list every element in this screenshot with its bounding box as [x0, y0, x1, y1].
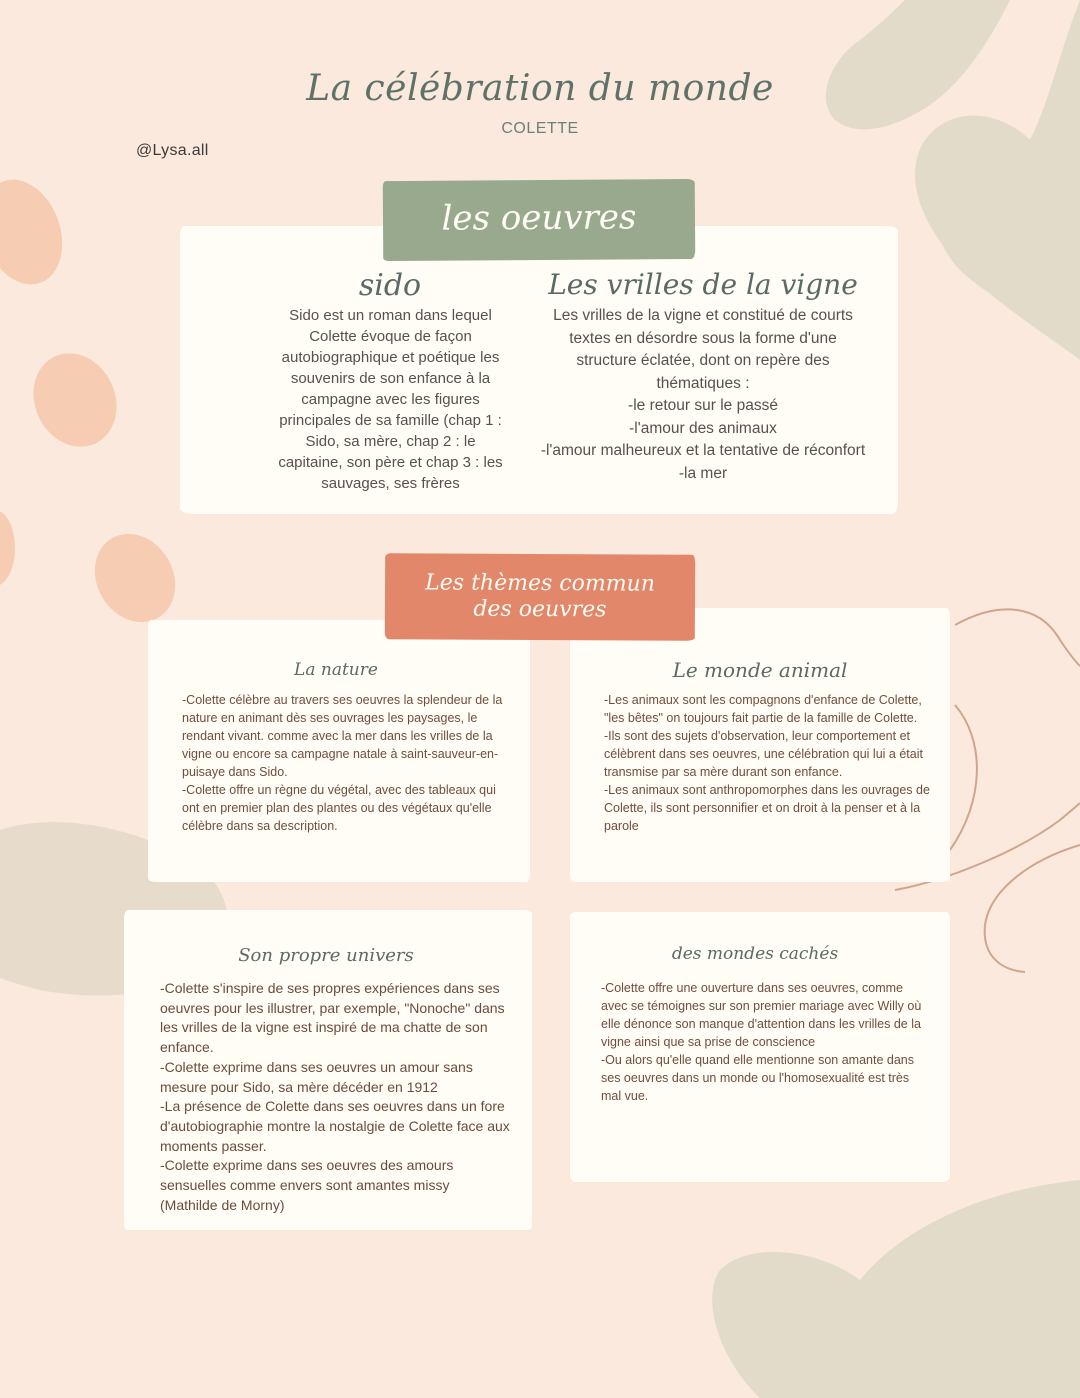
themes-banner-line1: Les thèmes commun: [425, 570, 655, 597]
vrilles-title: Les vrilles de la vigne: [548, 268, 858, 301]
page-title: La célébration du monde: [306, 68, 774, 109]
vrilles-theme-item: -l'amour des animaux: [629, 419, 777, 437]
univers-paragraph: -Colette exprime dans ses oeuvres un amour sans mesure pour Sido, sa mère décéder en 1912: [160, 1058, 473, 1095]
themes-banner-line2: des oeuvres: [473, 596, 607, 623]
univers-title: Son propre univers: [238, 945, 414, 966]
animal-text: [604, 691, 938, 835]
univers-paragraph: -Colette s'inspire de ses propres expériences dans ses oeuvres pour les illustrer, par exemple, "Nonoche" dans les vrilles de la vigne est inspiré de ma chatte de son enfance.: [160, 980, 505, 1056]
blob-left-icon: [0, 168, 191, 637]
vrilles-theme-item: -le retour sur le passé: [628, 397, 778, 414]
nature-title: La nature: [294, 660, 378, 680]
nature-text: [182, 691, 512, 835]
caches-paragraph: -Colette offre une ouverture dans ses oeuvres, comme avec se témoignes sur son premier mariage avec Willy où elle dénonce son manque d'attention dans les vrilles de la vigne ainsi que sa prise de conscience: [601, 981, 922, 1049]
animal-title: Le monde animal: [672, 658, 848, 682]
leaf-bottom-right-icon: [712, 1180, 1080, 1398]
themes-banner: [385, 553, 695, 641]
univers-paragraph: -La présence de Colette dans ses oeuvres dans un fore d'autobiographie montre la nostalgie de Colette face aux moments passer.: [160, 1098, 510, 1154]
vrilles-intro: Les vrilles de la vigne et constitué de courts textes en désordre sous la forme d'une structure éclatée, dont on repère des thématiques :: [553, 307, 853, 392]
caches-title: des mondes cachés: [671, 944, 839, 964]
works-banner: les oeuvres: [383, 179, 696, 261]
animal-paragraph: -Les animaux sont les compagnons d'enfance de Colette, "les bêtes" on toujours fait partie de la famille de Colette.: [604, 693, 922, 725]
nature-paragraph: -Colette célèbre au travers ses oeuvres la splendeur de la nature en animant dès ses ouvrages les paysages, le rendant vivant. comme avec la mer dans les vrilles de la vigne ou encore sa campagne natale à saint-sauveur-en-puisaye dans Sido.: [182, 693, 503, 779]
sido-text: Sido est un roman dans lequel Colette évoque de façon autobiographique et poétique les souvenirs de son enfance à la campagne avec les figures principales de sa famille (chap 1 : Sido, sa mère, chap 2 : le capitaine, son père et chap 3 : les sauvages, ses frères: [278, 307, 503, 492]
sido-title: sido: [358, 268, 422, 303]
vrilles-theme-item: -la mer: [678, 464, 728, 482]
univers-paragraph: -Colette exprime dans ses oeuvres des amours sensuelles comme envers sont amantes missy (Mathilde de Morny): [160, 1157, 454, 1213]
author-handle: @Lysa.all: [136, 142, 209, 159]
univers-text: [160, 979, 510, 1215]
caches-text: [601, 979, 931, 1105]
vrilles-theme-item: -l'amour malheureux et la tentative de réconfort: [540, 442, 866, 459]
caches-paragraph: -Ou alors qu'elle quand elle mentionne son amante dans ses oeuvres dans un monde ou l'homosexualité est très mal vue.: [601, 1053, 915, 1103]
vrilles-text: [540, 305, 866, 485]
page-subtitle: COLETTE: [501, 120, 579, 137]
animal-paragraph: -Ils sont des sujets d'observation, leur comportement et célèbrent dans ses oeuvres, une célébration qui lui a était transmise par sa mère durant son enfance.: [604, 729, 923, 779]
nature-paragraph: -Colette offre un règne du végétal, avec des tableaux qui ont en premier plan des plantes ou des végétaux qu'elle célèbre dans sa description.: [182, 783, 496, 833]
animal-paragraph: -Les animaux sont anthropomorphes dans les ouvrages de Colette, ils sont personnifier et on droit à la penser et à la parole: [604, 783, 930, 833]
